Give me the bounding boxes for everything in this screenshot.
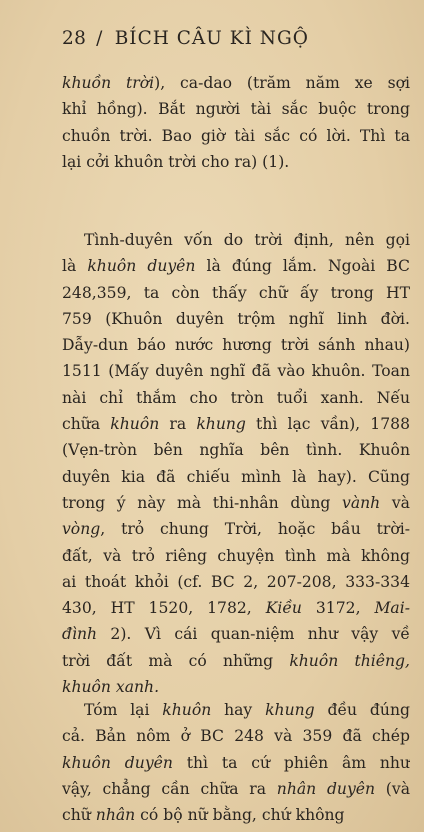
- italic-run: khuồn trời: [62, 74, 155, 92]
- paragraph-2: [62, 227, 410, 700]
- text-line: [62, 149, 410, 175]
- text-line: [62, 776, 410, 802]
- text-line: [62, 253, 410, 279]
- italic-run: khuôn duyên: [62, 753, 173, 772]
- text-line: [62, 96, 410, 122]
- text-line: [62, 464, 410, 490]
- italic-run: đình: [62, 625, 98, 644]
- text-run: nài chỉ thắm cho tròn tuổi xanh. Nếu: [62, 388, 410, 407]
- text-run: ai thoát khỏi (cf. BC 2, 207-208, 333-334: [62, 572, 410, 591]
- text-run: duyên kia đã chiếu mình là hay). Cũng: [62, 467, 410, 486]
- header-separator: /: [96, 28, 103, 49]
- italic-run: nhân: [95, 806, 136, 825]
- italic-run: vành: [342, 493, 381, 512]
- italic-run: khung: [196, 415, 246, 434]
- text-run: chữa: [62, 415, 111, 434]
- italic-run: nhân duyên: [276, 779, 376, 798]
- text-run: thì ta cứ phiên âm như: [172, 753, 410, 772]
- paragraph-3: [62, 697, 410, 828]
- italic-run: vòng: [62, 520, 101, 539]
- italic-run: khuôn: [162, 701, 212, 719]
- text-run: vậy, chẳng cần chữa ra: [62, 779, 277, 798]
- italic-run: Mai-: [374, 599, 410, 618]
- text-line: [62, 802, 410, 828]
- text-line: [62, 411, 410, 437]
- text-run: chữ: [62, 806, 96, 825]
- running-header: [62, 28, 309, 49]
- text-line: [62, 280, 410, 306]
- italic-run: Kiều: [265, 599, 302, 618]
- text-run: 248,359, ta còn thấy chữ ấy trong HT: [62, 283, 410, 302]
- italic-run: khuôn: [110, 415, 160, 434]
- text-run: Dẫy-dun báo nước hương trời sánh nhau): [62, 336, 410, 355]
- text-line: [62, 750, 410, 776]
- text-run: (Vẹn-tròn bên nghĩa bên tình. Khuôn: [62, 441, 410, 460]
- italic-run: khuôn xanh.: [62, 678, 160, 697]
- text-run: khỉ hồng). Bắt người tài sắc buộc trong: [62, 100, 410, 119]
- text-line: [62, 437, 410, 463]
- text-run: trời đất mà có những: [62, 651, 290, 670]
- text-run: là đúng lắm. Ngoài BC: [195, 257, 410, 276]
- text-line: [62, 569, 410, 595]
- text-run: chuồn trời. Bao giờ tài sắc có lời. Thì ta: [62, 126, 410, 145]
- text-run: Tình-duyên vốn do trời định, nên gọi: [84, 231, 410, 249]
- text-line: [62, 595, 410, 621]
- text-run: đất, và trỏ riêng chuyện tình mà không: [62, 546, 410, 565]
- text-line: [62, 516, 410, 542]
- text-line: [62, 227, 410, 253]
- text-run: ra: [159, 415, 197, 434]
- text-line: [62, 723, 410, 749]
- text-line: [62, 306, 410, 332]
- text-line: [62, 123, 410, 149]
- text-run: hay: [211, 701, 266, 719]
- text-run: 2). Vì cái quan-niệm như vậy về: [97, 625, 410, 644]
- italic-run: khung: [265, 701, 315, 719]
- text-run: đều đúng: [314, 701, 410, 719]
- text-run: là: [62, 257, 88, 276]
- text-run: 1511 (Mấy duyên nghĩ đã vào khuôn. Toan: [62, 362, 410, 381]
- text-run: thì lạc vần), 1788: [245, 415, 410, 434]
- text-line: [62, 358, 410, 384]
- text-run: ), ca-dao (trăm năm xe sợi: [154, 74, 410, 92]
- text-line: [62, 385, 410, 411]
- text-run: cả. Bản nôm ở BC 248 và 359 đã chép: [62, 727, 410, 746]
- text-run: có bộ nữ bằng, chứ không: [135, 806, 345, 825]
- text-run: (và: [375, 779, 410, 798]
- text-run: , trỏ chung Trời, hoặc bầu trời-: [100, 520, 410, 539]
- book-title: BÍCH CÂU KÌ NGỘ: [114, 28, 309, 49]
- text-line: [62, 70, 410, 96]
- text-line: [62, 543, 410, 569]
- text-line: [62, 648, 410, 674]
- text-run: trong ý này mà thi-nhân dùng: [62, 493, 343, 512]
- italic-run: khuôn duyên: [87, 257, 196, 276]
- text-run: 430, HT 1520, 1782,: [62, 599, 266, 618]
- paragraph-1: [62, 70, 410, 175]
- text-line: [62, 332, 410, 358]
- text-line: [62, 621, 410, 647]
- text-run: và: [380, 493, 410, 512]
- italic-run: khuôn thiêng,: [289, 651, 410, 670]
- text-run: 3172,: [301, 599, 375, 618]
- page-number: 28: [62, 28, 87, 49]
- text-run: Tóm lại: [84, 701, 163, 719]
- text-line: [62, 697, 410, 723]
- text-run: lại cởi khuôn trời cho ra) (1).: [62, 152, 290, 171]
- text-run: 759 (Khuôn duyên trộm nghĩ linh đời.: [62, 309, 410, 328]
- text-line: [62, 490, 410, 516]
